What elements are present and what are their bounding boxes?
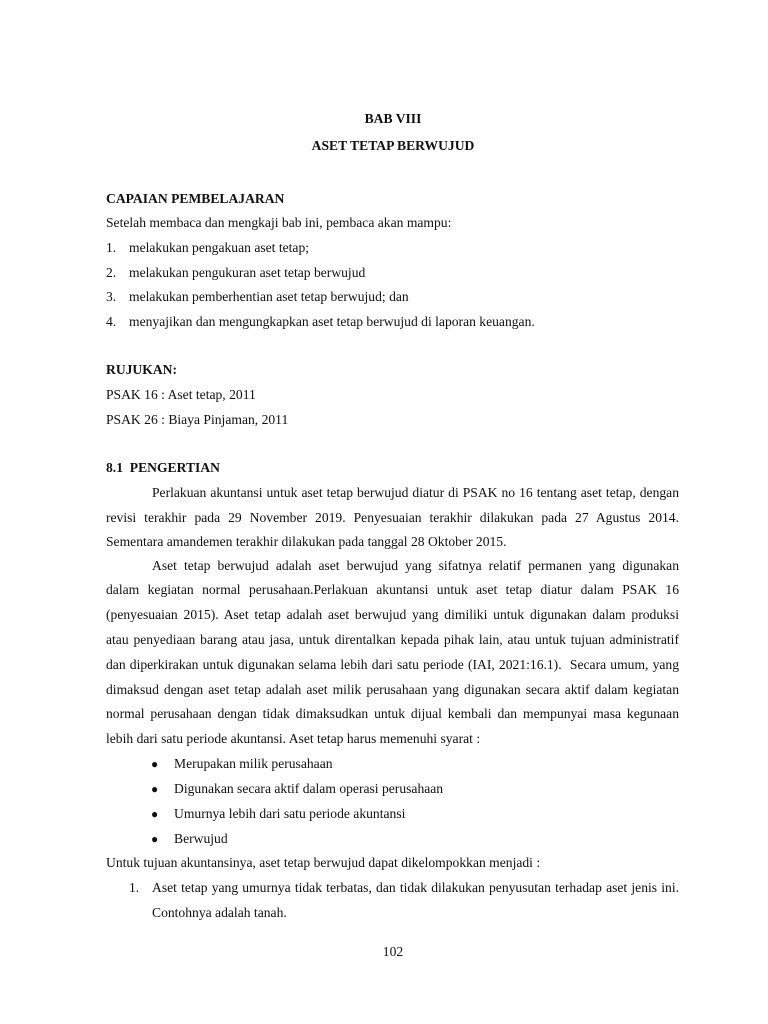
bullet-dot-icon: ●: [151, 757, 159, 771]
paragraph-line: lebih dari satu periode akuntansi. Aset tetap harus memenuhi syarat :: [106, 731, 481, 746]
bullet-dot-icon: ●: [151, 832, 159, 846]
chapter-number: BAB VIII: [364, 111, 422, 126]
capaian-item-text: melakukan pemberhentian aset tetap berwujud; dan: [129, 289, 409, 304]
capaian-item-text: menyajikan dan mengungkapkan aset tetap berwujud di laporan keuangan.: [129, 314, 535, 329]
group-line: Aset tetap yang umurnya tidak terbatas, dan tidak dilakukan penyusutan terhadap aset jenis ini.: [152, 880, 679, 895]
section-heading: 8.1 PENGERTIAN: [106, 460, 220, 475]
bullet-item: Merupakan milik perusahaan: [174, 756, 333, 771]
rujukan-item: PSAK 26 : Biaya Pinjaman, 2011: [106, 412, 289, 427]
paragraph-line: Sementara amandemen terakhir dilakukan pada tanggal 28 Oktober 2015.: [106, 534, 507, 549]
capaian-intro: Setelah membaca dan mengkaji bab ini, pembaca akan mampu:: [106, 215, 452, 230]
bullet-dot-icon: ●: [151, 782, 159, 796]
capaian-item-text: melakukan pengakuan aset tetap;: [129, 240, 310, 255]
bullet-item: Digunakan secara aktif dalam operasi perusahaan: [174, 781, 444, 796]
rujukan-item: PSAK 16 : Aset tetap, 2011: [106, 387, 256, 402]
page-number: 102: [382, 944, 404, 959]
bullet-item: Berwujud: [174, 831, 228, 846]
rujukan-heading: RUJUKAN:: [106, 362, 177, 377]
paragraph-line: dalam kegiatan normal perusahaan.Perlakuan akuntansi untuk aset tetap diatur dalam PSAK 16: [106, 582, 679, 597]
bullet-item: Umurnya lebih dari satu periode akuntansi: [174, 806, 406, 821]
capaian-item-number: 2.: [106, 265, 117, 280]
capaian-item-number: 1.: [106, 240, 117, 255]
paragraph-line: Perlakuan akuntansi untuk aset tetap berwujud diatur di PSAK no 16 tentang aset tetap, dengan: [152, 485, 679, 500]
paragraph-line: (penyesuaian 2015). Aset tetap adalah aset berwujud yang dimiliki untuk digunakan dalam produksi: [106, 607, 679, 622]
bullet-dot-icon: ●: [151, 807, 159, 821]
paragraph-line: revisi terakhir pada 29 November 2019. Penyesuaian terakhir dilakukan pada 27 Agustus 2014.: [106, 510, 679, 525]
paragraph-line: dan diperkirakan untuk digunakan selama lebih dari satu periode (IAI, 2021:16.1). Secara umum, yang: [106, 657, 679, 672]
capaian-item-number: 4.: [106, 314, 117, 329]
group-number: 1.: [129, 880, 140, 895]
capaian-item-number: 3.: [106, 289, 117, 304]
paragraph-line: normal perusahaan dengan tidak dimaksudkan untuk dijual kembali dan mempunyai masa kegunaan: [106, 706, 679, 721]
paragraph-line: atau penyediaan barang atau jasa, untuk direntalkan kepada pihak lain, atau untuk tujuan administratif: [106, 632, 679, 647]
capaian-item-text: melakukan pengukuran aset tetap berwujud: [129, 265, 366, 280]
groups-intro: Untuk tujuan akuntansinya, aset tetap berwujud dapat dikelompokkan menjadi :: [106, 855, 541, 870]
paragraph-line: dimaksud dengan aset tetap adalah aset milik perusahaan yang digunakan secara aktif dalam kegiatan: [106, 682, 679, 697]
capaian-heading: CAPAIAN PEMBELAJARAN: [106, 191, 285, 206]
group-line: Contohnya adalah tanah.: [152, 905, 287, 920]
paragraph-line: Aset tetap berwujud adalah aset berwujud yang sifatnya relatif permanen yang digunakan: [152, 558, 679, 573]
chapter-title: ASET TETAP BERWUJUD: [311, 138, 475, 153]
